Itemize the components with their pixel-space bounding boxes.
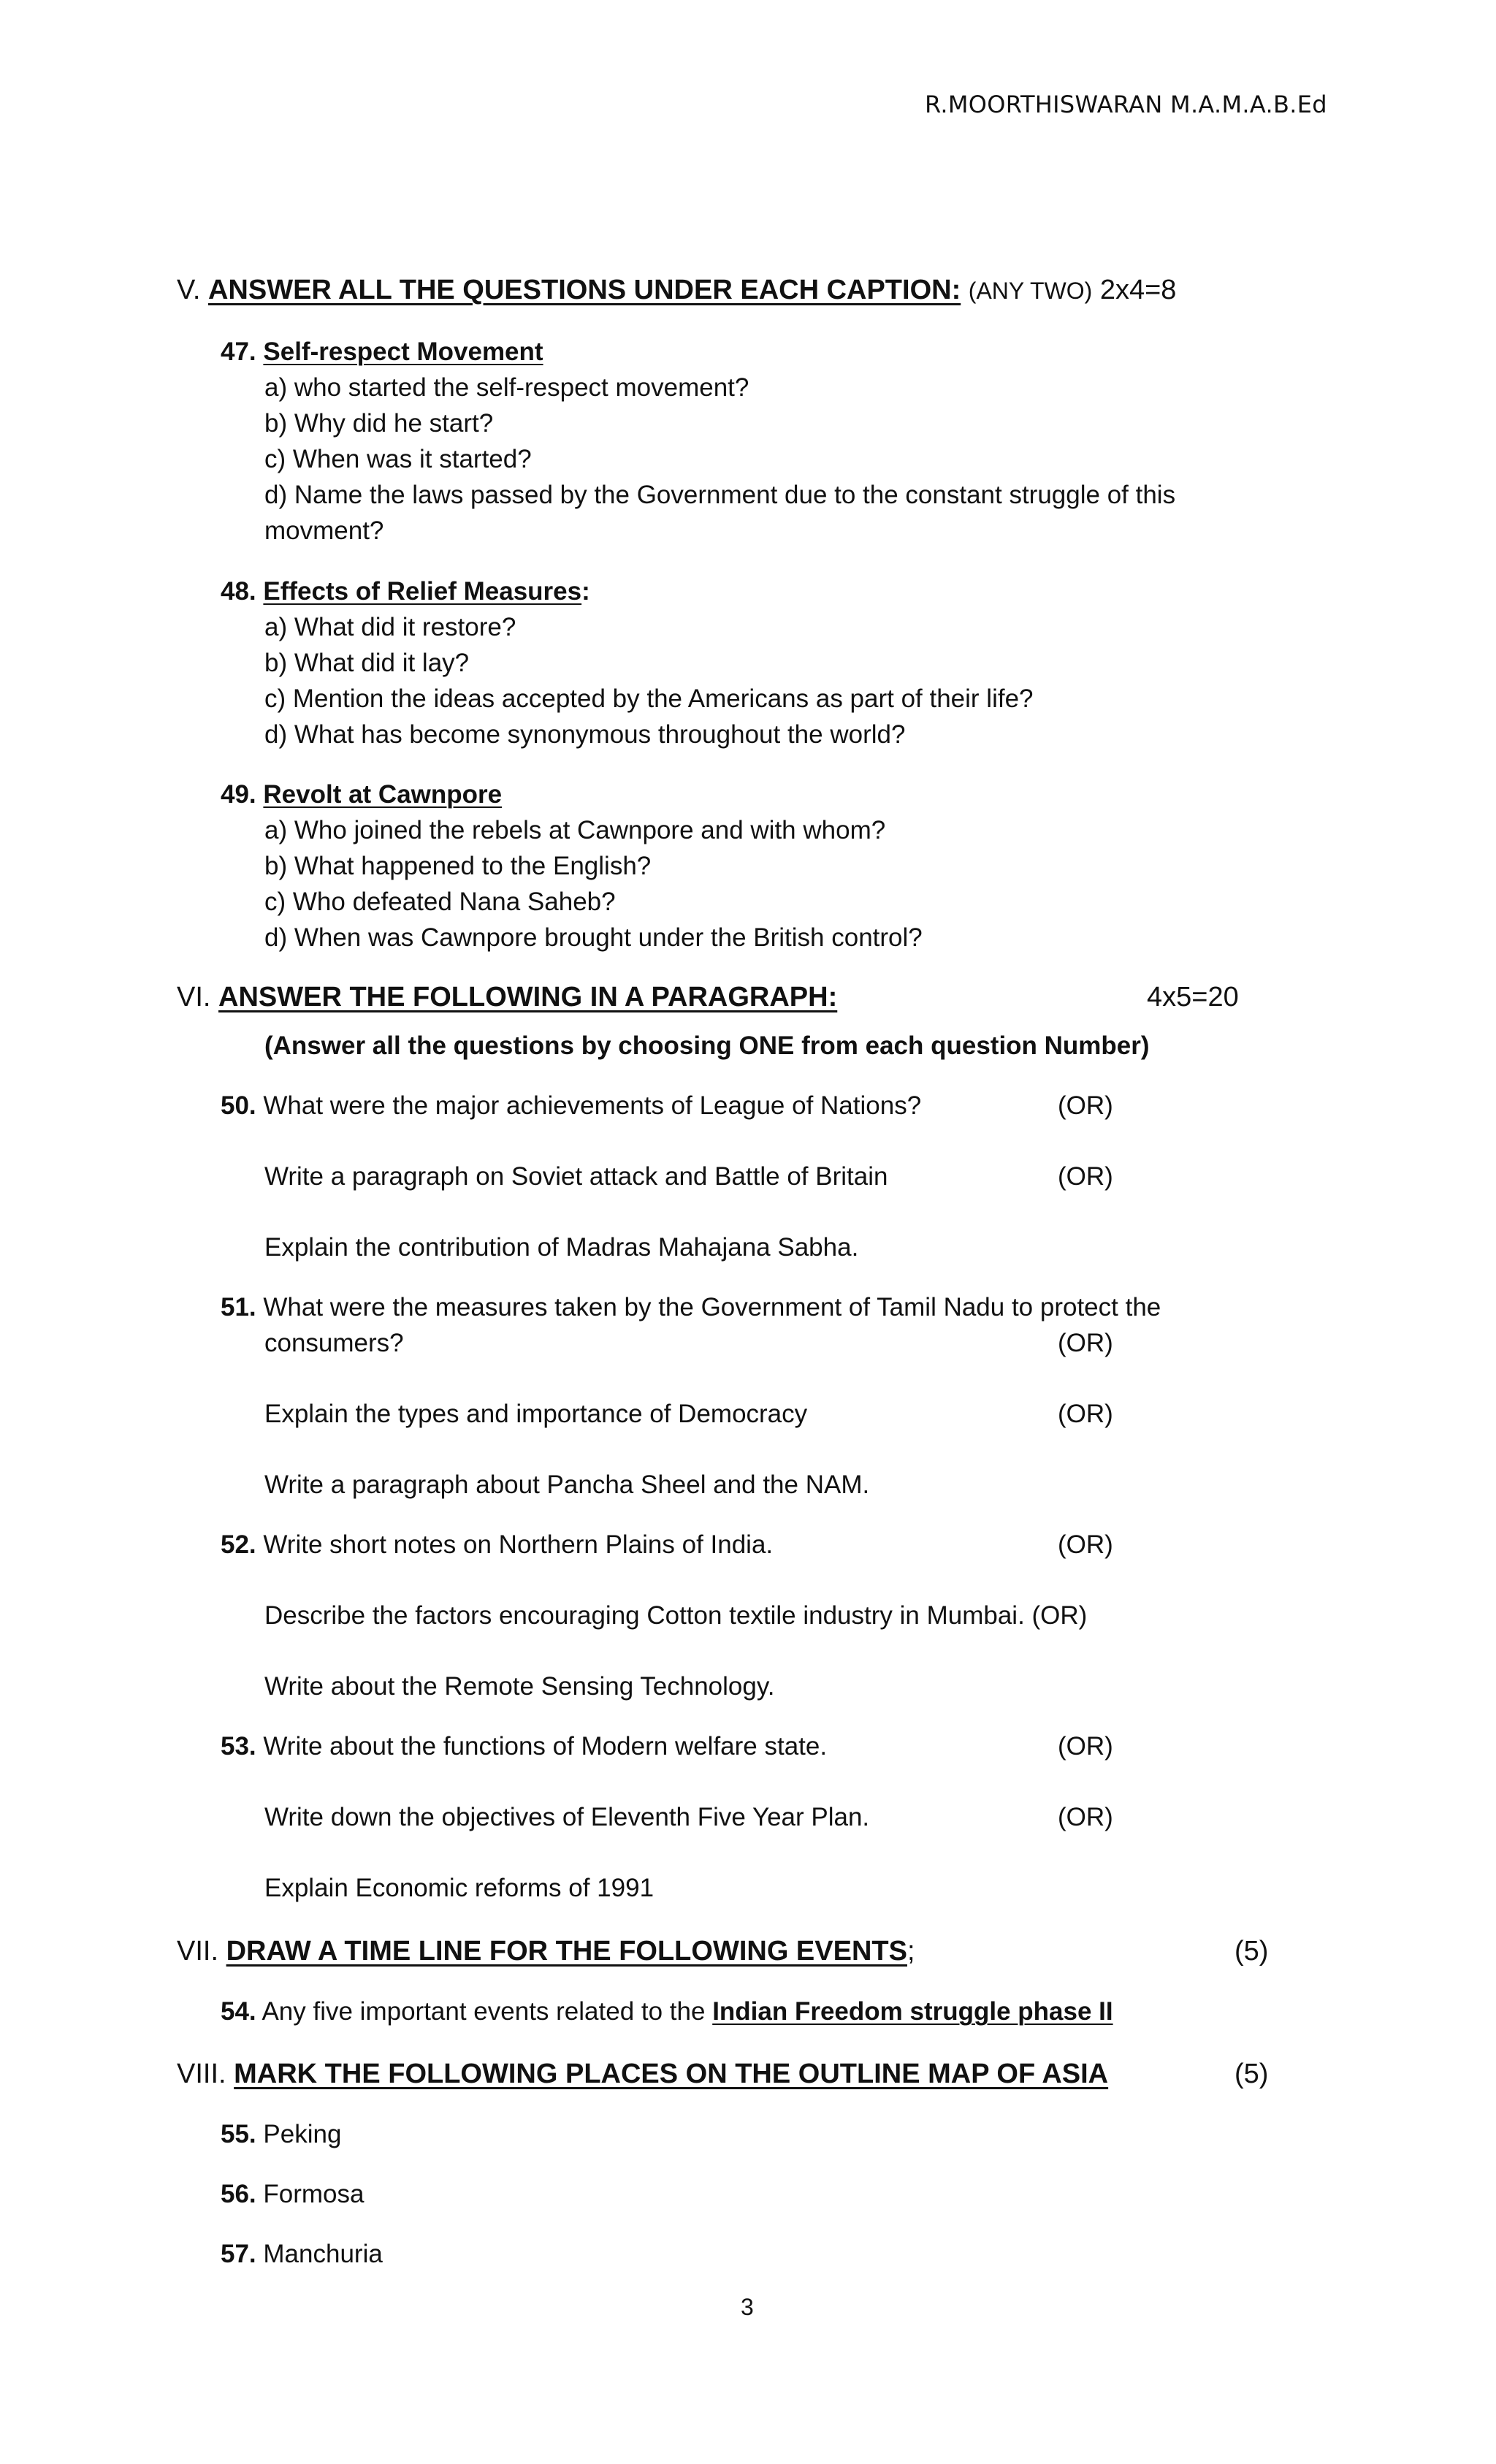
place-name: Formosa (263, 2180, 365, 2208)
section-number: VIII. (177, 2059, 226, 2089)
or-label: (OR) (1058, 1329, 1113, 1357)
question-49-b: b) What happened to the English? (264, 852, 652, 880)
page-number: 3 (741, 2294, 754, 2320)
option-text: What were the major achievements of League of Nations? (263, 1091, 922, 1120)
question-53-option-3: Explain Economic reforms of 1991 (264, 1874, 654, 1902)
question-51-option-1-line2: consumers? (264, 1329, 404, 1357)
question-emphasis: Indian Freedom struggle phase II (712, 1997, 1113, 2026)
section-number: VI. (177, 982, 211, 1012)
question-55 (221, 2120, 341, 2149)
section-8-marks: (5) (1234, 2059, 1269, 2089)
question-number: 53. (221, 1732, 256, 1761)
section-title: ANSWER ALL THE QUESTIONS UNDER EACH CAPTION: (207, 275, 961, 305)
question-53-option-2: Write down the objectives of Eleventh Five Year Plan. (264, 1803, 870, 1831)
section-5-heading (177, 275, 1176, 306)
section-8-heading (177, 2059, 1108, 2090)
section-7-marks: (5) (1234, 1936, 1269, 1967)
question-54 (221, 1997, 1113, 2026)
question-number: 56. (221, 2180, 256, 2208)
question-53-option-1 (221, 1732, 827, 1761)
option-text: Write about the functions of Modern welfare state. (263, 1732, 828, 1761)
question-number: 51. (221, 1293, 256, 1321)
question-50-option-3: Explain the contribution of Madras Mahajana Sabha. (264, 1233, 859, 1262)
question-51-option-3: Write a paragraph about Pancha Sheel and the NAM. (264, 1471, 870, 1499)
section-title: DRAW A TIME LINE FOR THE FOLLOWING EVENTS (226, 1936, 907, 1967)
section-number: V. (177, 275, 201, 305)
or-label: (OR) (1058, 1400, 1113, 1428)
question-49-d: d) When was Cawnpore brought under the British control? (264, 923, 923, 952)
question-47-d-line2: movment? (264, 516, 384, 545)
question-51-option-1 (221, 1293, 1161, 1322)
or-label: (OR) (1058, 1162, 1113, 1191)
question-number: 55. (221, 2120, 256, 2148)
question-title: Revolt at Cawnpore (263, 780, 503, 809)
question-number: 50. (221, 1091, 256, 1120)
question-48-c: c) Mention the ideas accepted by the Americans as part of their life? (264, 684, 1034, 713)
or-label: (OR) (1058, 1530, 1113, 1559)
question-47-c: c) When was it started? (264, 445, 532, 473)
question-48-d: d) What has become synonymous throughout the world? (264, 720, 906, 749)
title-colon: : (581, 577, 590, 606)
question-52-option-3: Write about the Remote Sensing Technology. (264, 1672, 775, 1701)
question-47-b: b) Why did he start? (264, 409, 494, 438)
question-52-option-2: Describe the factors encouraging Cotton textile industry in Mumbai. (OR) (264, 1601, 1088, 1630)
question-text: Any five important events related to the (262, 1997, 713, 2026)
section-6-instruction: (Answer all the questions by choosing ONE from each question Number) (264, 1031, 1150, 1060)
section-6-marks: 4x5=20 (1147, 982, 1239, 1012)
or-label: (OR) (1058, 1732, 1113, 1761)
question-49-heading (221, 780, 502, 809)
section-number: VII. (177, 1936, 219, 1967)
question-48-heading (221, 577, 590, 606)
place-name: Peking (263, 2120, 342, 2148)
or-label: (OR) (1058, 1091, 1113, 1120)
question-title: Self-respect Movement (263, 337, 543, 366)
question-49-c: c) Who defeated Nana Saheb? (264, 888, 616, 916)
title-semicolon: ; (907, 1936, 915, 1967)
section-7-heading (177, 1936, 915, 1967)
author-header: R.MOORTHISWARAN M.A.M.A.B.Ed (925, 91, 1327, 118)
question-number: 57. (221, 2240, 256, 2268)
option-text: Write short notes on Northern Plains of India. (263, 1530, 774, 1559)
question-49-a: a) Who joined the rebels at Cawnpore and with whom? (264, 816, 886, 844)
question-number: 49. (221, 780, 256, 809)
question-51-option-2: Explain the types and importance of Democracy (264, 1400, 808, 1428)
question-47-heading (221, 337, 543, 367)
question-52-option-1 (221, 1530, 773, 1560)
question-title: Effects of Relief Measures (263, 577, 582, 606)
section-marks: 2x4=8 (1099, 275, 1177, 305)
question-50-option-1 (221, 1091, 921, 1121)
place-name: Manchuria (263, 2240, 383, 2268)
question-50-option-2: Write a paragraph on Soviet attack and Battle of Britain (264, 1162, 888, 1191)
section-title: MARK THE FOLLOWING PLACES ON THE OUTLINE MAP OF ASIA (234, 2059, 1109, 2089)
section-note: (ANY TWO) (968, 278, 1093, 304)
or-label: (OR) (1058, 1803, 1113, 1831)
question-number: 52. (221, 1530, 256, 1559)
question-48-b: b) What did it lay? (264, 649, 470, 677)
question-48-a: a) What did it restore? (264, 613, 516, 641)
section-title: ANSWER THE FOLLOWING IN A PARAGRAPH: (218, 982, 838, 1012)
question-number: 47. (221, 337, 256, 366)
question-47-a: a) who started the self-respect movement? (264, 373, 749, 402)
question-47-d-line1: d) Name the laws passed by the Government due to the constant struggle of this (264, 481, 1176, 509)
option-text: What were the measures taken by the Government of Tamil Nadu to protect the (263, 1293, 1161, 1321)
question-56 (221, 2180, 364, 2209)
question-57 (221, 2240, 383, 2269)
question-number: 48. (221, 577, 256, 606)
section-6-heading (177, 982, 837, 1013)
question-number: 54. (221, 1997, 256, 2026)
